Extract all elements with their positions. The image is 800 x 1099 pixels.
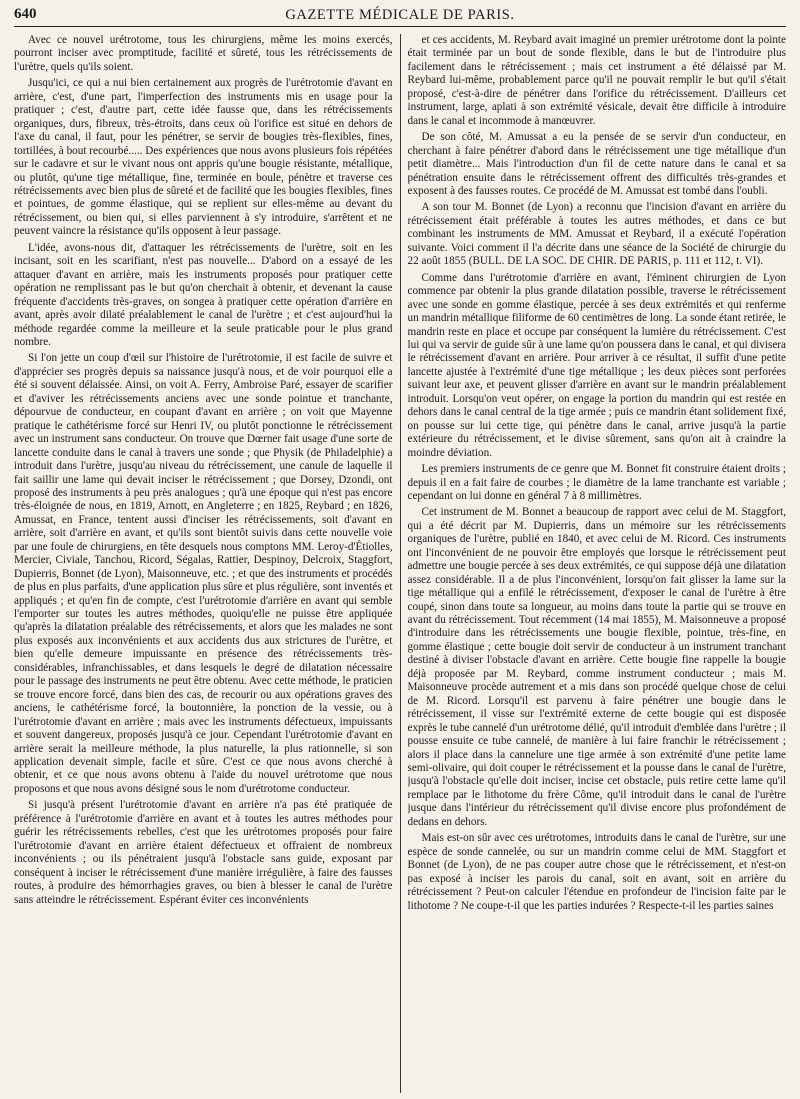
- paragraph: Jusqu'ici, ce qui a nui bien certainement aux progrès de l'urétrotomie d'avant en arrière, c'est, d'une part, l'imperfection des instruments mis en usage pour la pratiquer ; c'est, d'autre part, cette idée fausse que, dans les rétrécissements organiques, durs, fibreux, très-étroits, dans ceux où l'orifice est situé en dehors de l'axe du canal, il faut, pour les pénétrer, se servir de bougies très-flexibles, fines, tortillées, à bout recourbé..... Des expériences que nous avons plusieurs fois répétées sur le cadavre et sur le vivant nous ont appris qu'une bougie résistante, métallique, ou plutôt, qu'une tige métallique, fine, terminée en boule, pénètre et traverse ces rétrécissements avec bien plus de sûreté et de facilité que les bougies flexibles, fines et pointues, de gomme élastique, qui se replient sur elles-même au devant du rétrécissement, ou bien qui, si elles parviennent à s'y introduire, s'arrêtent et ne peuvent vaincre la résistance qu'ils opposent à leur passage.: [14, 77, 393, 238]
- paragraph: Si jusqu'à présent l'urétrotomie d'avant en arrière n'a pas été pratiquée de préférence à l'urétrotomie d'arrière en avant et à toutes les autres méthodes pour guérir les rétrécissements rebelles, c'est que les urétrotomes proposés pour faire l'urétrotomie d'avant en arrière étaient défectueux et offraient de nombreux inconvénients ; ou ils pénétraient jusqu'à l'obstacle sans guide, exposant par conséquent à inciser le rétrécissement d'une manière irrégulière, à faire des fausses routes, à produire des hémorrhagies graves, ou bien à blesser le canal de l'urètre sans atteindre le rétrécissement. Espérant éviter ces inconvénients: [14, 799, 393, 906]
- paragraph: Comme dans l'urétrotomie d'arrière en avant, l'éminent chirurgien de Lyon commence par obtenir la plus grande dilatation possible, traverse le rétrécissement avec une sonde en gomme élastique, percée à ses deux extrémités et qui renferme un mandrin métallique filiforme de 60 centimètres de long. La sonde étant retirée, le mandrin reste en place et occupe par conséquent la lumière du rétrécissement. C'est lui qui va servir de guide sûr à une lame qu'on poussera dans le canal, et qui divisera le rétrécissement d'avant en arrière. Pour arriver à ce résultat, il suffit d'une petite lancette ajustée à l'extrémité d'une tige métallique ; les deux pièces sont perforées suivant leur axe, et peuvent glisser d'arrière en avant sur le mandrin préalablement introduit. Lorsqu'on veut opérer, on engage la portion du mandrin qui est restée en dehors dans le canal central de la tige armée ; puis ce mandrin étant solidement fixé, on pousse sur lui cette tige, qui pénètre dans le canal, arrive jusqu'à la partie extérieure du rétrécissement, et le divise sûrement, sans qu'on ait à craindre la moindre déviation.: [407, 271, 786, 459]
- column-divider: [400, 34, 401, 1093]
- paragraph: Mais est-on sûr avec ces urétrotomes, introduits dans le canal de l'urètre, sur une espèce de sonde cannelée, ou sur un mandrin comme celui de MM. Staggfort et Bonnet (de Lyon), de ne pas couper autre chose que le rétrécissement, et n'est-on pas exposé à inciser les parois du canal, soit en avant, soit en arrière du rétrécissement ? Peut-on calculer l'étendue en profondeur de l'incision faite par le lithotome ? Ne coupe-t-il que les parties indurées ? Respecte-t-il les parties saines: [407, 832, 786, 912]
- paragraph: L'idée, avons-nous dit, d'attaquer les rétrécissements de l'urètre, soit en les incisant, soit en les scarifiant, n'est pas nouvelle... D'abord on a essayé de les attaquer d'avant en arrière, mais les instruments proposés pour pratiquer cette opération ne remplissant pas le but qu'on cherchait à obtenir, et devenant la cause fréquente d'accidents très-graves, on songea à pratiquer cette opération d'arrière en avant, après avoir dilaté préalablement le canal de l'urètre ; et c'est aujourd'hui la méthode regardée comme la meilleure et la seule praticable pour le plus grand nombre.: [14, 241, 393, 348]
- right-column: [408, 34, 787, 1093]
- paragraph: Les premiers instruments de ce genre que M. Bonnet fit construire étaient droits ; depuis il en a fait faire de courbes ; le diamètre de la lame tranchante est variable ; cependant on lui donne en général 7 à 8 millimètres.: [407, 463, 786, 502]
- paragraph: et ces accidents, M. Reybard avait imaginé un premier urétrotome dont la pointe était terminée par un bout de sonde flexible, dans le but de l'introduire plus facilement dans le rétrécissement ; mais cet instrument a été délaissé par M. Reybard lui-même, probablement parce qu'il ne pouvait remplir le but qu'il s'était proposé, c'est-à-dire de pénétrer dans l'orifice du rétrécissement. D'ailleurs cet instrument, large, aplati à son extrémité vésicale, devait être difficile à introduire dans le canal et incommode à manœuvrer.: [407, 34, 786, 127]
- journal-title: GAZETTE MÉDICALE DE PARIS.: [285, 7, 515, 23]
- page-number: 640: [14, 6, 37, 22]
- paragraph: A son tour M. Bonnet (de Lyon) a reconnu que l'incision d'avant en arrière du rétrécissement était préférable à toutes les autres méthodes, et dans ce but combinant les instruments de MM. Amussat et Reybard, il a exécuté l'opération suivante. Voici comment il l'a décrite dans une séance de la Société de chirurgie du 22 août 1855 (BULL. DE LA SOC. DE CHIR. DE PARIS, p. 111 et 112, t. VI).: [407, 201, 786, 268]
- paragraph: De son côté, M. Amussat a eu la pensée de se servir d'un conducteur, en cherchant à faire pénétrer d'abord dans le rétrécissement une tige métallique d'un petit diamètre... Mais l'introduction d'un fil de cette nature dans le canal et sa pénétration ensuite dans le rétrécissement offrent des difficultés très-grandes et exposent à des fausses routes. Ce procédé de M. Amussat est tombé dans l'oubli.: [407, 131, 786, 197]
- article-body: [14, 34, 786, 1093]
- paragraph: Avec ce nouvel urétrotome, tous les chirurgiens, même les moins exercés, pourront inciser avec promptitude, facilité et sûreté, tous les rétrécissements de l'urètre, quels qu'ils soient.: [14, 34, 393, 73]
- page-header: [14, 6, 786, 27]
- paragraph: Si l'on jette un coup d'œil sur l'histoire de l'urétrotomie, il est facile de suivre et d'apprécier ses progrès depuis sa naissance jusqu'à nous, et de voir pourquoi elle a été si souvent délaissée. Ainsi, on voit A. Ferry, Ambroise Paré, essayer de scarifier et d'aviver les rétrécissements anciens avec une sonde pointue et tranchante, dépourvue de conducteur, en coupant d'avant en arrière ; on voit que Mayenne pratique le cathétérisme forcé sur Henri IV, ou plutôt ponctionne le rétrécissement avec un instrument sans conducteur. On trouve que Dœrner fait usage d'une sorte de lancette conduite dans le canal à travers une sonde ; que Physik (de Philadelphie) a introduit dans l'urètre, jusqu'au niveau du rétrécissement, une canule de laquelle il fait saillir une lame qui devait inciser le rétrécissement ; que Dorsey, Dzondi, ont proposé des instruments à peu près analogues ; qu'à une époque qui n'est pas encore très-éloignée de nous, en 1819, Arnott, en Angleterre ; en 1825, Reybard ; en 1826, Amussat, en France, tentent aussi d'inciser les rétrécissements, soit d'avant en arrière, soit d'arrière en avant, et qu'ils sont bientôt suivis dans cette nouvelle voie par une foule de chirurgiens, en tête desquels nous comptons MM. Leroy-d'Étiolles, Mercier, Civiale, Tanchou, Ricord, Ségalas, Rattier, Despinoy, Delcroix, Staggfort, Dupierris, Bonnet (de Lyon), Maisonneuve, etc. ; et que des instruments et procédés de plus en plus parfaits, d'une application plus sûre et plus régulière, sont inventés et appliqués ; et qu'en fin de compte, c'est l'urétrotomie d'arrière en avant qui semble l'emporter sur toutes les autres méthodes, quoiqu'elle ne puisse être appliquée qu'après la dilatation préalable des rétrécissements, et alors que les malades ne sont plus exposés aux inconvénients et aux accidents dus aux strictures de l'urètre, et bien qu'elle demeure impuissante en présence des rétrécissements très-considérables, infranchissables, et dans lesquels le degré de dilatation nécessaire pour le passage des instruments ne peut être obtenu. Avec cette méthode, le praticien se trouve encore forcé, dans bien des cas, de recourir ou aux opérations graves des anciens, le cathétérisme forcé, la boutonnière, la ponction de la vessie, ou à l'urétrotomie d'avant en arrière ; mais avec les instruments défectueux, impuissants et souvent dangereux, proposés jusqu'à ce jour. Cependant l'urétrotomie d'avant en arrière serait la meilleure méthode, la plus naturelle, la plus rationnelle, si son application devenait simple, facile et sûre. C'est ce que nous avons cherché à obtenir, et ce que nous avons obtenu à l'aide du nouvel urétrotome que nous proposons et que nous avons désigné sous le nom d'urétrotome conducteur.: [14, 352, 393, 795]
- left-column: [14, 34, 393, 1093]
- paragraph: Cet instrument de M. Bonnet a beaucoup de rapport avec celui de M. Staggfort, qui a été décrit par M. Dupierris, dans un mémoire sur les rétrécissements organiques de l'urètre, publié en 1840, et avec celui de M. Ricord. Ces instruments ont l'inconvénient de ne pouvoir être employés que lorsque le rétrécissement peut admettre une bougie percée à ses deux extrémités, ce qui suppose déjà une dilatation assez considérable. Il a de plus l'inconvénient, lorsqu'on fait glisser la lame sur la tige métallique qui a enfilé le rétrécissement, d'exposer le canal de l'urètre à être coupé, sinon dans toute sa longueur, au moins dans toute la partie qui se trouve en avant du rétrécissement. Tout récemment (14 mai 1855), M. Maisonneuve a proposé d'introduire dans les rétrécissements une bougie flexible, pointue, très-fine, en gomme élastique ; cette bougie doit servir de conducteur à un instrument tranchant destiné à diviser l'obstacle d'avant en arrière. Cette bougie fine rappelle la bougie déjà proposée par M. Reybard, comme instrument conducteur ; mais M. Maisonneuve procède autrement et a mis dans son procédé quelque chose de celui de M. Ricord. Lorsqu'il est parvenu à faire pénétrer une bougie dans le rétrécissement, il visse sur l'extrémité externe de cette bougie qui est disposée exprès le tube cannelé d'un urétrotome délié, qu'il introduit d'emblée dans l'urètre ; il pousse ensuite ce tube cannelé, de manière à lui faire franchir le rétrécissement ; alors il place dans la cannelure une tige armée à son extrémité d'une petite lame semi-olivaire, qui doit couper le rétrécissement et la pousse dans le canal de l'urètre, jusqu'à l'obstacle qu'elle doit inciser, incise cet obstacle, puis retire cette lame qu'il remplace par le lithotome du frère Côme, qu'il introduit dans le canal de l'urètre jusque dans l'intérieur du rétrécissement qu'il divise encore plus profondément de dedans en dehors.: [407, 506, 786, 828]
